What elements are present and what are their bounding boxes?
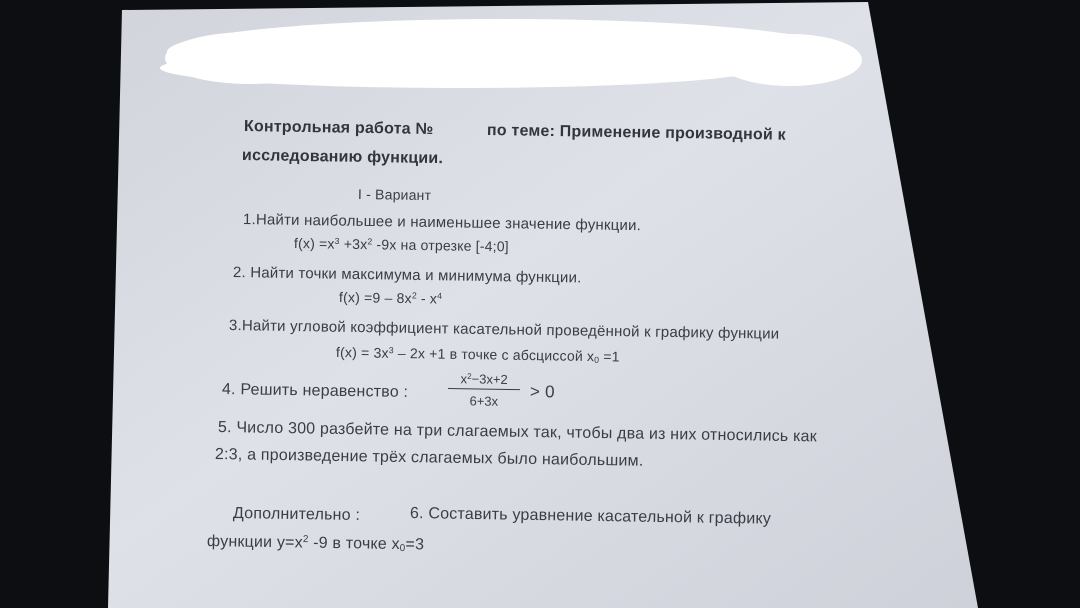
task-3-text: 3.Найти угловой коэффициент касательной проведённой к графику функции: [228, 317, 780, 343]
task-6-line-2: функции $y=x^2$ -9 в точке $x_0=3$: [206, 533, 425, 555]
variant-label: I - Вариант: [357, 186, 432, 204]
title-line-1-right: по теме: Применение производной к: [486, 122, 786, 144]
fraction-bar: [448, 388, 520, 390]
task-2-text: 2. Найти точки максимума и минимума функции.: [232, 264, 582, 287]
additional-label: Дополнительно :: [232, 505, 361, 524]
task-4-text: 4. Решить неравенство :: [221, 381, 409, 401]
title-line-1-left: Контрольная работа №: [243, 118, 434, 138]
title-line-2: исследованию функции.: [241, 147, 444, 168]
task-2-formula: $f(x) =9 - 8x^2 - x^4$: [338, 289, 443, 307]
task-6-line-1: 6. Составить уравнение касательной к графику: [409, 505, 772, 528]
fraction-denominator: 6+3x: [469, 393, 499, 409]
task-4-relation: > 0: [529, 382, 555, 402]
task-5-line-2: 2:3, а произведение трёх слагаемых было наибольшим.: [214, 446, 644, 470]
task-5-line-1: 5. Число 300 разбейте на три слагаемых так, чтобы два из них относились как: [217, 419, 818, 446]
task-1-text: 1.Найти наибольшее и наименьшее значение функции.: [242, 211, 642, 235]
fraction-numerator: $x^2-3x+2$: [460, 371, 508, 387]
task-1-formula: $f(x) =x^3 +3x^2$ -9x на отрезке [-4;0]: [293, 235, 509, 255]
task-4-fraction: [448, 371, 521, 409]
task-3-formula: $f(x) = 3x^3 - 2x +1$ в точке с абсциссой $x_0 =1$: [335, 344, 620, 365]
